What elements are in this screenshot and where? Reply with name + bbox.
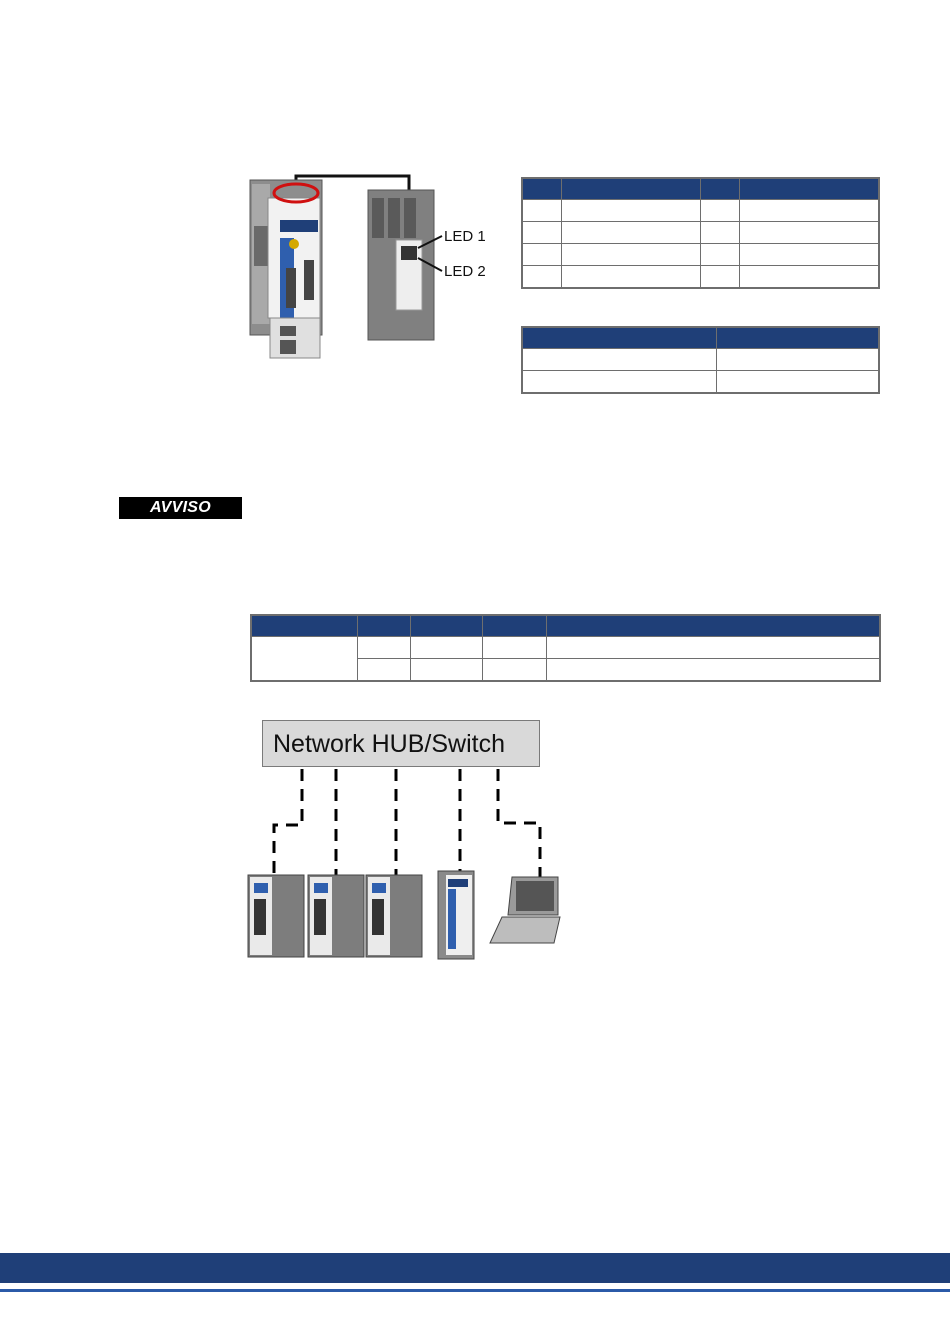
table-row xyxy=(522,222,879,244)
table-header-row xyxy=(251,615,880,637)
network-hub-box: Network HUB/Switch xyxy=(262,720,540,767)
table-row xyxy=(522,371,879,394)
controller-icon xyxy=(438,871,474,959)
laptop-icon xyxy=(490,877,560,943)
ip-table xyxy=(250,614,881,682)
led2-label: LED 2 xyxy=(444,263,486,280)
footer-bar xyxy=(0,1253,950,1283)
notice-label: AVVISO xyxy=(119,497,242,519)
table-header-row xyxy=(522,327,879,349)
table-row xyxy=(522,349,879,371)
module-image xyxy=(368,190,434,340)
table-row xyxy=(251,637,880,659)
drive-icon xyxy=(308,875,364,957)
table-row xyxy=(522,266,879,289)
pcmm-drive-image xyxy=(250,180,322,358)
speed-table xyxy=(521,326,880,394)
network-diagram xyxy=(240,767,580,967)
led1-label: LED 1 xyxy=(444,228,486,245)
table-row xyxy=(522,244,879,266)
drive-icon xyxy=(366,875,422,957)
led-table xyxy=(521,177,880,289)
footer-line xyxy=(0,1289,950,1292)
table-header-row xyxy=(522,178,879,200)
drive-icon xyxy=(248,875,304,957)
table-row xyxy=(522,200,879,222)
